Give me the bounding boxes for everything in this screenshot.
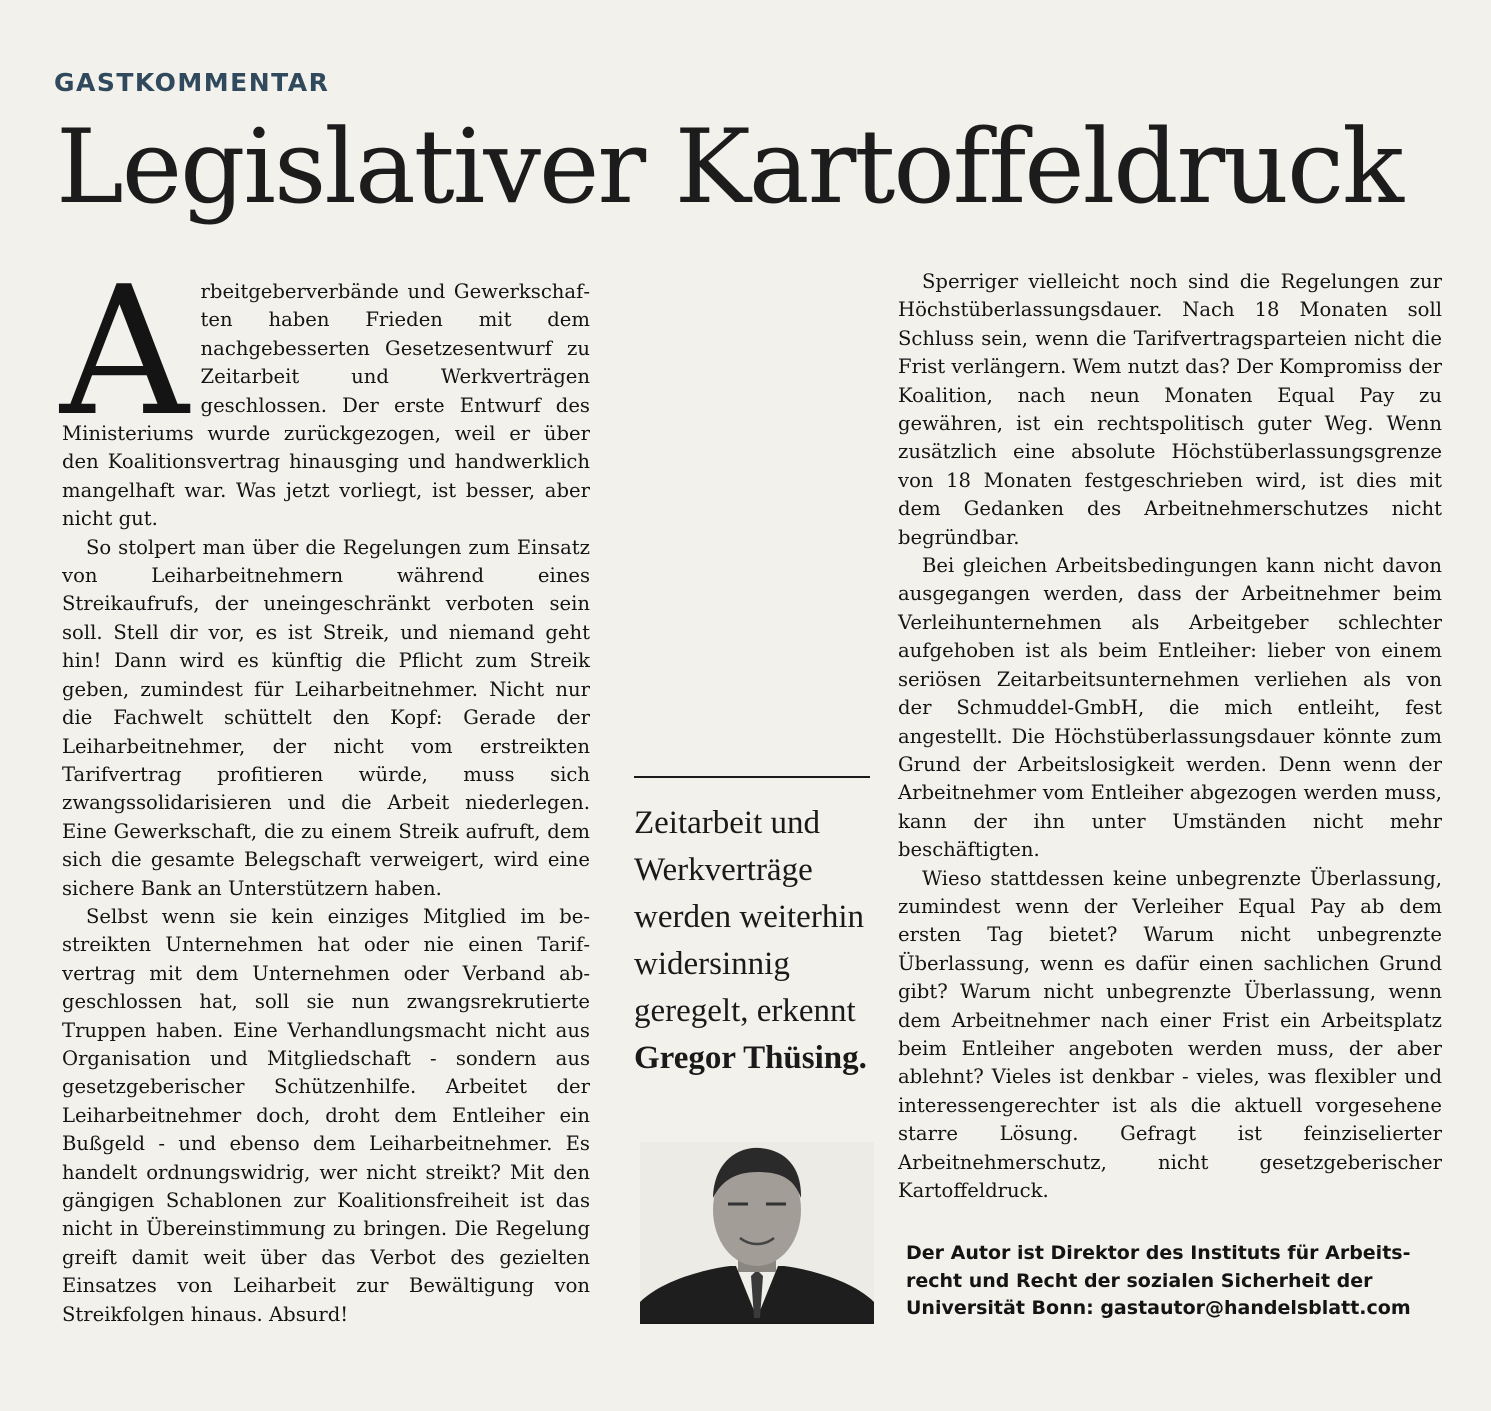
pullquote-author: Gregor Thüsing.: [634, 1040, 867, 1076]
author-bio: Der Autor ist Direktor des Instituts für Arbeitsrecht und Recht der sozialen Sicherheit der Universität Bonn: gastautor@handelsblatt.com: [906, 1242, 1411, 1319]
kicker-label: GASTKOMMENTAR: [54, 68, 330, 97]
column-right: [898, 268, 1442, 1205]
pullquote-rule: [634, 776, 870, 778]
paragraph: Wieso stattdessen keine unbegrenzte Überlassung, zumindest wenn der Verleiher Equal Pay ab dem ersten Tag bietet? Warum nicht unbegrenzte Überlassung, wenn es dafür einen sachlichen Grund gibt? Warum nicht unbegrenzte Überlassung, wenn dem Arbeitnehmer nach einer Frist ein Arbeitsplatz beim Entleiher angeboten werden muss, der aber ablehnt? Vieles ist denkbar - vieles, was flexibler und interessengerechter ist als die aktuell vorgesehene starre Lösung. Gefragt ist feinziselierter Arbeitnehmerschutz, nicht gesetzgeberischer Kartoffeldruck.: [898, 866, 1442, 1202]
author-portrait-photo: [640, 1142, 874, 1324]
paragraph: Sperriger vielleicht noch sind die Regelungen zur Höchstüberlassungsdauer. Nach 18 Monaten soll Schluss sein, wenn die Tarifvertragsparteien nicht die Frist verlängern. Wem nutzt das? Der Kompromiss der Koalition, nach neun Monaten Equal Pay zu gewähren, ist ein rechtspolitisch guter Weg. Wenn zusätzlich eine absolute Höchstüberlassungsgrenze von 18 Monaten festgeschrieben wird, ist dies mit dem Gedanken des Arbeitnehmerschutzes nicht begründbar.: [898, 270, 1442, 549]
headline: Legislativer Kartoffeldruck: [56, 108, 1402, 227]
drop-cap: A: [60, 248, 189, 455]
paragraph: Arbeitgeberverbände und Gewerkschaften haben Frieden mit dem nachgebesserten Gesetzesentwurf zu Zeitarbeit und Werkverträgen geschlossen. Der erste Entwurf des Ministeriums wurde zurückgezogen, weil er über den Koalitionsvertrag hinausging und handwerklich mangelhaft war. Was jetzt vorliegt, ist besser, aber nicht gut.: [60, 248, 590, 531]
column-left: [60, 248, 590, 1329]
paragraph: So stolpert man über die Regelungen zum Einsatz von Leiharbeitnehmern während eines Streikaufrufs, der uneingeschränkt verboten sein soll. Stell dir vor, es ist Streik, und niemand geht hin! Dann wird es künftig die Pflicht zum Streik geben, zumindest für Leiharbeitnehmer. Nicht nur die Fachwelt schüttelt den Kopf: Gerade der Leiharbeitnehmer, der nicht vom erstreikten Tarifvertrag profitieren würde, muss sich zwangssolidarisieren und die Arbeit niederlegen. Eine Gewerkschaft, die zu einem Streik aufruft, dem sich die gesamte Belegschaft verweigert, wird eine sichere Bank an Unterstützern haben.: [62, 535, 590, 900]
paragraph: Selbst wenn sie kein einziges Mitglied im bestreikten Unternehmen hat oder nie einen Tarifvertrag mit dem Unternehmen oder Verband abgeschlossen hat, soll sie nun zwangsrekrutierte Truppen haben. Eine Verhandlungsmacht nicht aus Organisation und Mitgliedschaft - sondern aus gesetzgeberischer Schützenhilfe. Arbeitet der Leiharbeitnehmer doch, droht dem Entleiher ein Bußgeld - und ebenso dem Leiharbeitnehmer. Es handelt ordnungswidrig, wer nicht streikt? Mit den gängigen Schablonen zur Koalitionsfreiheit ist das nicht in Übereinstimmung zu bringen. Die Regelung greift damit weit über das Verbot des gezielten Einsatzes von Leiharbeit zur Bewältigung von Streikfolgen hinaus. Absurd!: [62, 904, 590, 1326]
paragraph: Bei gleichen Arbeitsbedingungen kann nicht davon ausgegangen werden, dass der Arbeitnehmer beim Verleihunternehmen als Arbeitgeber schlechter aufgehoben ist als beim Entleiher: lieber von einem seriösen Zeitarbeitsunternehmen verliehen als von der Schmuddel-GmbH, die mich entleiht, fest angestellt. Die Höchstüberlassungsdauer könnte zum Grund der Arbeitslosigkeit werden. Denn wenn der Arbeitnehmer vom Entleiher abgezogen werden muss, kann der ihn unter Umständen nicht mehr beschäftigten.: [898, 554, 1442, 862]
pullquote: [634, 800, 884, 1082]
pullquote-text: Zeitarbeit und Werkverträge werden weiterhin widersinnig geregelt, erkennt: [634, 805, 864, 1029]
